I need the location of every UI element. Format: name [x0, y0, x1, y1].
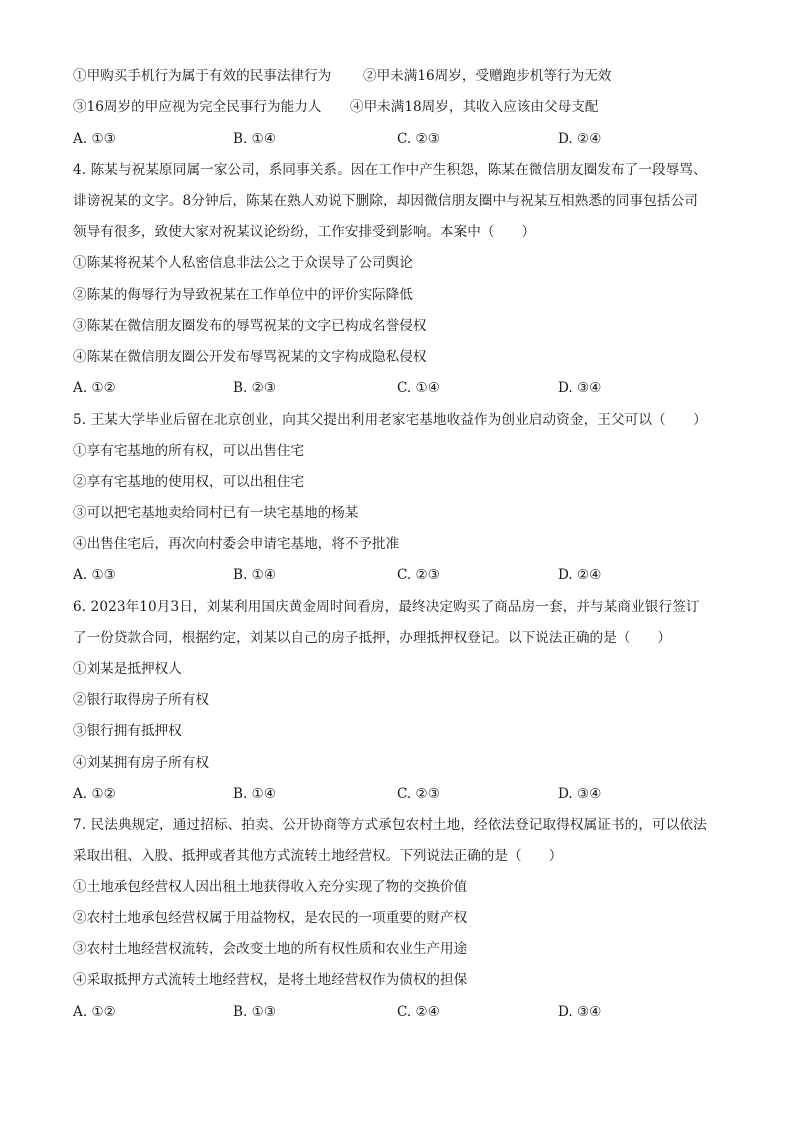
q6-statement-3: ③银行拥有抵押权 — [73, 723, 182, 739]
q7-statement-3: ③农村土地经营权流转，会改变土地的所有权性质和农业生产用途 — [73, 941, 468, 957]
q3-statement-2: ②甲未满16周岁，受赠跑步机等行为无效 — [363, 68, 612, 84]
q4-options — [73, 379, 733, 397]
q5-statement-2: ②享有宅基地的使用权，可以出租住宅 — [73, 474, 305, 490]
q4-option-c[interactable]: C. ①④ — [397, 380, 440, 396]
q7-option-c[interactable]: C. ②④ — [397, 1004, 440, 1020]
q4-option-b[interactable]: B. ②③ — [233, 380, 277, 396]
q3-statements-row-1 — [73, 67, 733, 85]
q4-statement-1: ①陈某将祝某个人私密信息非法公之于众误导了公司舆论 — [73, 255, 413, 271]
q3-statements-row-2 — [73, 98, 733, 116]
q4-option-d[interactable]: D. ③④ — [558, 380, 602, 396]
q6-stem-line-1: 6. 2023年10月3日，刘某利用国庆黄金周时间看房，最终决定购买了商品房一套，并与某商业银行签订 — [73, 599, 700, 615]
q5-stem-line-1: 5. 王某大学毕业后留在北京创业，向其父提出利用老家宅基地收益作为创业启动资金，王父可以（ ） — [73, 412, 707, 428]
q4-statement-4: ④陈某在微信朋友圈公开发布辱骂祝某的文字构成隐私侵权 — [73, 349, 427, 365]
q4-stem-line-2: 诽谤祝某的文字。8分钟后，陈某在熟人劝说下删除，却因微信朋友圈中与祝某互相熟悉的同事包括公司 — [73, 193, 698, 209]
q4-option-a[interactable]: A. ①② — [73, 380, 116, 396]
q5-statement-3: ③可以把宅基地卖给同村已有一块宅基地的杨某 — [73, 505, 359, 521]
q7-stem-line-1: 7. 民法典规定，通过招标、拍卖、公开协商等方式承包农村土地，经依法登记取得权属证书的，可以依法 — [73, 817, 707, 833]
q6-options — [73, 785, 733, 803]
q7-statement-2: ②农村土地承包经营权属于用益物权，是农民的一项重要的财产权 — [73, 910, 468, 926]
q3-option-a[interactable]: A. ①③ — [73, 131, 116, 147]
q6-statement-1: ①刘某是抵押权人 — [73, 661, 182, 677]
q7-statement-1: ①土地承包经营权人因出租土地获得收入充分实现了物的交换价值 — [73, 879, 468, 895]
q7-option-a[interactable]: A. ①② — [73, 1004, 116, 1020]
q3-statement-4: ④甲未满18周岁，其收入应该由父母支配 — [350, 99, 599, 115]
q5-option-c[interactable]: C. ②③ — [397, 567, 440, 583]
q7-option-b[interactable]: B. ①③ — [233, 1004, 277, 1020]
q4-statement-3: ③陈某在微信朋友圈发布的辱骂祝某的文字已构成名誉侵权 — [73, 318, 427, 334]
q6-option-c[interactable]: C. ②③ — [397, 786, 440, 802]
q6-stem-line-2: 了一份贷款合同，根据约定，刘某以自己的房子抵押，办理抵押权登记。以下说法正确的是（ ） — [73, 630, 672, 646]
q3-option-b[interactable]: B. ①④ — [233, 131, 277, 147]
q5-options — [73, 566, 733, 584]
q7-stem-line-2: 采取出租、入股、抵押或者其他方式流转土地经营权。下列说法正确的是（ ） — [73, 848, 563, 864]
q5-statement-1: ①享有宅基地的所有权，可以出售住宅 — [73, 443, 305, 459]
q4-stem-line-1: 4. 陈某与祝某原同属一家公司，系同事关系。因在工作中产生积怨，陈某在微信朋友圈发布了一段辱骂、 — [73, 162, 707, 178]
q3-statement-1: ①甲购买手机行为属于有效的民事法律行为 — [73, 68, 332, 84]
q7-statement-4: ④采取抵押方式流转土地经营权，是将土地经营权作为债权的担保 — [73, 972, 468, 988]
q6-option-b[interactable]: B. ①④ — [233, 786, 277, 802]
q4-statement-2: ②陈某的侮辱行为导致祝某在工作单位中的评价实际降低 — [73, 287, 413, 303]
q5-option-b[interactable]: B. ①④ — [233, 567, 277, 583]
q5-option-d[interactable]: D. ②④ — [558, 567, 602, 583]
q4-stem-line-3: 领导有很多，致使大家对祝某议论纷纷，工作安排受到影响。本案中（ ） — [73, 224, 536, 240]
q3-statement-3: ③16周岁的甲应视为完全民事行为能力人 — [73, 99, 322, 115]
q3-option-d[interactable]: D. ②④ — [558, 131, 602, 147]
q6-statement-2: ②银行取得房子所有权 — [73, 692, 209, 708]
q6-statement-4: ④刘某拥有房子所有权 — [73, 755, 209, 771]
q6-option-d[interactable]: D. ③④ — [558, 786, 602, 802]
q7-options — [73, 1003, 733, 1021]
q3-option-c[interactable]: C. ②③ — [397, 131, 440, 147]
q3-options — [73, 130, 733, 148]
q7-option-d[interactable]: D. ③④ — [558, 1004, 602, 1020]
q6-option-a[interactable]: A. ①② — [73, 786, 116, 802]
q5-option-a[interactable]: A. ①③ — [73, 567, 116, 583]
q5-statement-4: ④出售住宅后，再次向村委会申请宅基地，将不予批准 — [73, 536, 400, 552]
